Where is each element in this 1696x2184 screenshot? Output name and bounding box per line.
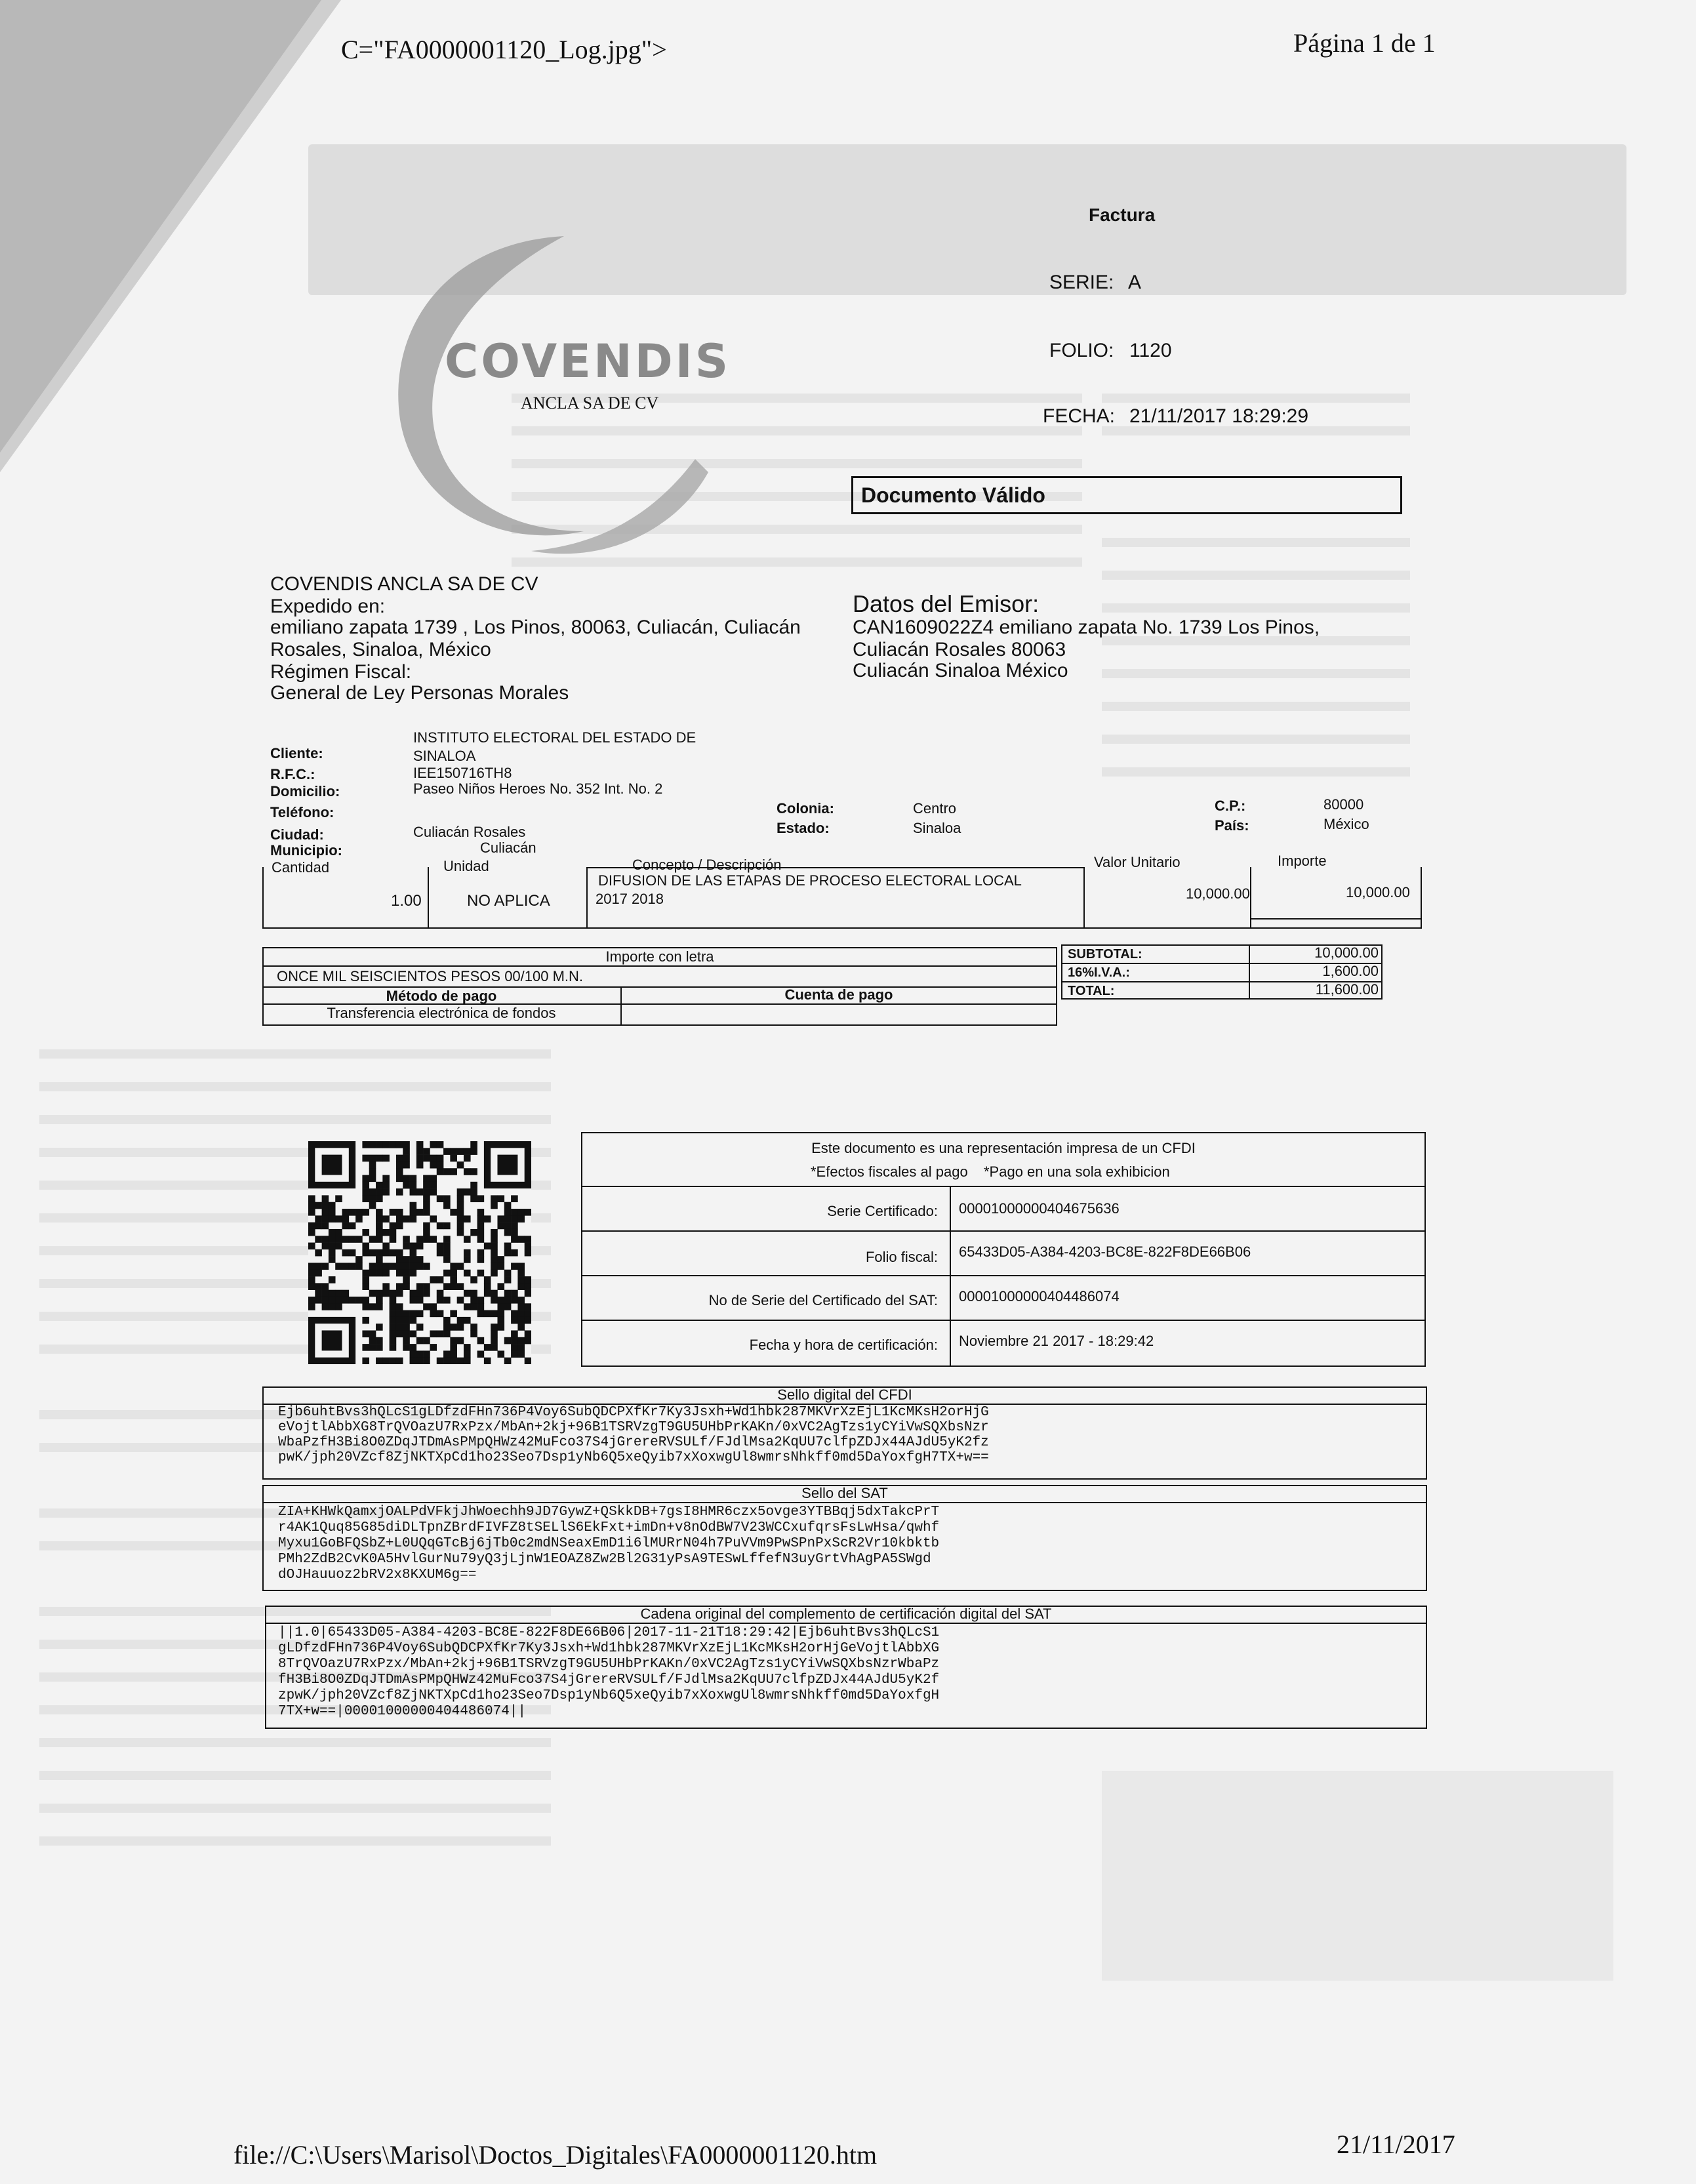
serie-cert-label: Serie Certificado: [827,1203,938,1219]
items-row-divider [1250,918,1421,920]
iva-value: 1,600.00 [1322,963,1379,979]
pais-value: México [1323,816,1369,832]
ciudad-value: Culiacán Rosales [413,824,526,840]
sello-sat-line: Myxu1GoBFQSbZ+L0UQqGTcBj6jTb0c2mdNSeaxEmD1i6lMURrN04h7PuVVm9PwSPnPxScR2Vr10kbktb [278,1536,940,1551]
emisor-line2: Culiacán Rosales 80063 [853,639,1066,660]
serie-label: SERIE: [1049,272,1114,293]
items-col-divider [586,867,588,929]
cfdi-efectos: *Efectos fiscales al pago [811,1163,968,1180]
emisor-line1: CAN1609022Z4 emiliano zapata No. 1739 Los Pinos, [853,617,1320,638]
divider [581,1320,1426,1321]
folio-fiscal-label: Folio fiscal: [865,1249,938,1265]
importe-letra-value: ONCE MIL SEISCIENTOS PESOS 00/100 M.N. [277,968,584,984]
issuer-name: COVENDIS ANCLA SA DE CV [270,573,538,595]
subtotal-value: 10,000.00 [1314,944,1379,961]
item-valor-unitario: 10,000.00 [1186,885,1250,902]
telefono-label: Teléfono: [270,804,334,820]
issuer-address-line1: emiliano zapata 1739 , Los Pinos, 80063, Culiacán, Culiacán [270,617,801,638]
items-col-divider [428,867,429,929]
items-row-divider [586,867,1085,868]
issuer-regimen-value: General de Ley Personas Morales [270,682,569,704]
ciudad-label: Ciudad: [270,826,324,843]
cadena-line: 7TX+w==|00001000000404486074|| [278,1704,527,1719]
fecha-cert-value: Noviembre 21 2017 - 18:29:42 [959,1333,1154,1349]
cp-value: 80000 [1323,796,1364,813]
metodo-pago-value: Transferencia electrónica de fondos [327,1005,556,1021]
col-concepto-header: Concepto / Descripción [632,857,782,873]
subtotal-label: SUBTOTAL: [1068,947,1142,961]
cadena-line: fH3Bi8O0ZDqJTDmAsPMpQHWz42MuFco37S4jGrereRVSULf/FJdlMsa2KqUU7clfpZDJx44AJdU5yK2f [278,1672,940,1688]
rfc-label: R.F.C.: [270,766,315,782]
domicilio-value: Paseo Niños Heroes No. 352 Int. No. 2 [413,780,663,797]
invoice-title: Factura [1089,205,1156,225]
cliente-value-line2: SINALOA [413,748,476,764]
domicilio-label: Domicilio: [270,783,340,799]
issuer-expedido-label: Expedido en: [270,596,386,617]
cadena-line: zpwK/jph20VZcf8ZjNKTXpCd1ho23Seo7Dsp1yNb6Q5xeQyib7xXoxwgUl8wmrsNhkff0md5DaYoxfgH [278,1688,940,1703]
sello-cfdi-line: WbaPzfH3Bi8O0ZDqJTDmAsPMpQHWz42MuFco37S4jGrereRVSULf/FJdlMsa2KqUU7clfpZDJx44AJdU5yK2fz [278,1435,989,1450]
cliente-value-line1: INSTITUTO ELECTORAL DEL ESTADO DE [413,729,697,746]
divider [262,1502,1427,1503]
page-number: Página 1 de 1 [1293,28,1436,58]
metodo-pago-label: Método de pago [386,988,497,1004]
logo-name: COVENDIS [445,334,731,388]
estado-label: Estado: [777,820,830,836]
footer-date: 21/11/2017 [1337,2130,1455,2159]
pais-label: País: [1215,817,1249,834]
divider [265,1623,1427,1624]
cfdi-heading: Este documento es una representación impresa de un CFDI [811,1140,1196,1156]
issuer-address-line2: Rosales, Sinaloa, México [270,639,491,660]
emisor-title: Datos del Emisor: [853,590,1040,617]
col-importe-header: Importe [1278,853,1327,869]
cliente-label: Cliente: [270,745,323,761]
municipio-label: Municipio: [270,842,342,859]
qr-code [308,1141,531,1364]
divider [581,1186,1426,1187]
folio-fiscal-value: 65433D05-A384-4203-BC8E-822F8DE66B06 [959,1244,1251,1260]
fecha-cert-label: Fecha y hora de certificación: [749,1337,938,1353]
logo-subtitle: ANCLA SA DE CV [521,394,659,413]
divider [581,1275,1426,1276]
cadena-line: 8TrQVOazU7RxPzx/MbAn+2kj+96B1TSRVzgT9GU5UHbPrKAKn/0xVC2AgTzs1yCYiVwSQXbsNzrWbaPz [278,1657,940,1672]
fecha-label: FECHA: [1043,405,1116,427]
iva-label: 16%I.V.A.: [1068,965,1130,980]
issuer-regimen-label: Régimen Fiscal: [270,661,412,683]
serie-cert-value: 00001000000404675636 [959,1200,1120,1217]
municipio-value: Culiacán [480,839,536,856]
cfdi-pago-una: *Pago en una sola exhibicion [984,1163,1170,1180]
sello-sat-line: r4AK1Quq85G85diDLTpnZBrdFIVFZ8tSELlS6EkFxt+imDn+v8nOdBW7V23WCCxufqrsFsLwHsa/qwhf [278,1520,940,1535]
cadena-line: ||1.0|65433D05-A384-4203-BC8E-822F8DE66B06|2017-11-21T18:29:42|Ejb6uhtBvs3hQLcS1 [278,1625,940,1640]
valid-document-stamp: Documento Válido [851,476,1402,514]
items-col-divider [1083,867,1085,929]
cp-label: C.P.: [1215,798,1246,814]
item-concepto-line2: 2017 2018 [596,891,664,907]
folded-corner-shadow [0,0,321,453]
cadena-title: Cadena original del complemento de certificación digital del SAT [640,1606,1052,1622]
footer-file-path: file://C:\Users\Marisol\Doctos_Digitales\FA0000001120.htm [233,2140,878,2170]
sello-cfdi-line: eVojtlAbbXG8TrQVOazU7RxPzx/MbAn+2kj+96B1TSRVzgT9GU5UHbPrKAKn/0xVC2AgTzs1yCYiVwSQXbsNzr [278,1420,989,1435]
total-value: 11,600.00 [1315,981,1379,998]
fecha-value: 21/11/2017 18:29:29 [1129,405,1309,427]
colonia-label: Colonia: [777,800,834,817]
sello-sat-line: ZIA+KHWkQamxjOALPdVFkjJhWoechh9JD7GywZ+QSkkDB+7gsI8HMR6czx5ovge3YTBBqj5dxTakcPrT [278,1505,940,1520]
sello-cfdi-title: Sello digital del CFDI [777,1386,912,1403]
divider [950,1186,951,1367]
col-unidad-header: Unidad [443,858,489,874]
cuenta-pago-label: Cuenta de pago [784,986,893,1003]
item-unidad: NO APLICA [467,892,550,910]
no-serie-sat-value: 00001000000404486074 [959,1288,1120,1304]
divider [581,1230,1426,1232]
serie-value: A [1128,272,1142,293]
total-label: TOTAL: [1068,984,1115,998]
item-cantidad: 1.00 [391,892,422,910]
sello-cfdi-line: pwK/jph20VZcf8ZjNKTXpCd1ho23Seo7Dsp1yNb6Q5xeQyib7xXoxwgUl8wmrsNhkff0md5DaYoxfgH7TX+w== [278,1450,989,1465]
emisor-line3: Culiacán Sinaloa México [853,660,1068,681]
importe-letra-label: Importe con letra [605,948,714,965]
sello-sat-title: Sello del SAT [801,1485,888,1501]
sello-sat-line: PMh2ZdB2CvK0A5HvlGurNu79yQ3jLjnW1EOAZ8Zw2Bl2G31yPsA9TESwLffefN3uyGrtVhAgPA5SWgd [278,1552,931,1567]
estado-value: Sinaloa [913,820,961,836]
colonia-value: Centro [913,800,957,817]
image-tag-fragment: C="FA0000001120_Log.jpg"> [341,35,667,64]
col-cantidad-header: Cantidad [272,859,330,876]
no-serie-sat-label: No de Serie del Certificado del SAT: [708,1292,938,1308]
folio-value: 1120 [1129,340,1172,361]
divider [262,965,1057,967]
cadena-line: gLDfzdFHn736P4Voy6SubQDCPXfKr7Ky3Jsxh+Wd1hbk287MKVrXzEjL1KcMKsH2orHjGeVojtlAbbXG [278,1641,940,1656]
rfc-value: IEE150716TH8 [413,765,512,781]
sello-cfdi-line: Ejb6uhtBvs3hQLcS1gLDfzdFHn736P4Voy6SubQDCPXfKr7Ky3Jsxh+Wd1hbk287MKVrXzEjL1KcMKsH2orHjG [278,1405,989,1420]
item-concepto-line1: DIFUSION DE LAS ETAPAS DE PROCESO ELECTORAL LOCAL [598,872,1022,889]
col-valor-unitario-header: Valor Unitario [1094,854,1181,870]
sello-sat-line: dOJHauuoz2bRV2x8KXUM6g== [278,1567,477,1583]
item-importe: 10,000.00 [1346,884,1410,900]
folio-label: FOLIO: [1049,340,1114,361]
